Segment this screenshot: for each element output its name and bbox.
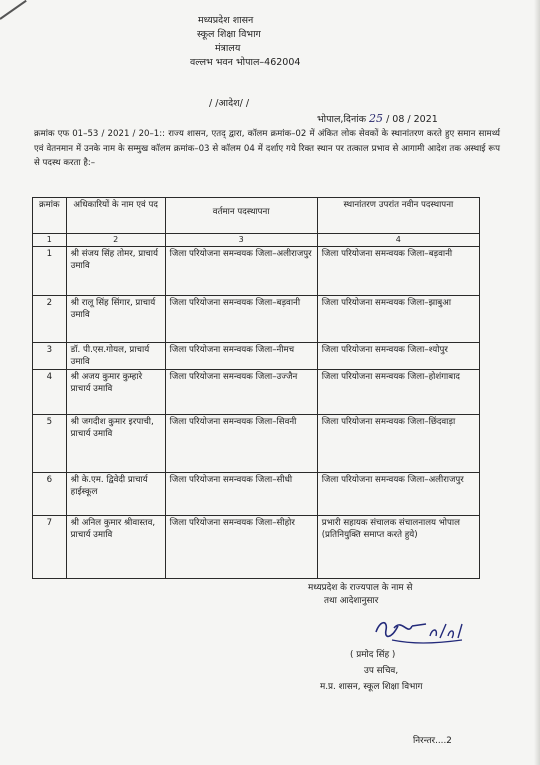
- signatory-designation: उप सचिव,: [364, 666, 399, 676]
- handwritten-signature: [372, 614, 482, 650]
- row-current-posting: जिला परियोजना समन्वयक जिला–सिवनी: [165, 415, 317, 473]
- header-department: स्कूल शिक्षा विभाग: [197, 29, 261, 40]
- row-officer-name: श्री के.एम. द्विवेदी प्राचार्य हाईस्कूल: [66, 473, 165, 516]
- order-body-text: क्रमांक एफ 01–53 / 2021 / 20–1:: राज्य शासन, एतद् द्वारा, कॉलम क्रमांक–02 में अंकित लोक सेवकों के स्थानांतरण करते हुए समान सामर्थ्य एवं वेतनमान में उनके नाम के सम्मुख कॉलम क्रमांक–03 से कॉलम 04 में दर्शाए गये रिक्त स्थान पर तत्काल प्रभाव से आगामी आदेश तक अस्थाई रूप से पदस्थ करता है:–: [34, 129, 500, 168]
- row-officer-name: डॉ. पी.एस.गोयल, प्राचार्य उमावि: [66, 343, 165, 370]
- handwritten-day: 25: [369, 112, 384, 125]
- row-current-posting: जिला परियोजना समन्वयक जिला–उज्जैन: [165, 370, 317, 415]
- place-date-suffix: / 08 / 2021: [386, 114, 438, 125]
- authority-line: [300, 582, 500, 608]
- place-date-prefix: भोपाल,दिनांक: [317, 114, 366, 125]
- page-edge-shadow: [534, 0, 540, 765]
- letterhead: [160, 14, 320, 70]
- row-sn: 3: [33, 343, 67, 370]
- row-new-posting: जिला परियोजना समन्वयक जिला–बड़वानी: [317, 247, 479, 296]
- row-officer-name: श्री जगदीश कुमार इरपाची, प्राचार्य उमावि: [66, 415, 165, 473]
- row-officer-name: श्री संजय सिंह तोमर, प्राचार्य उमावि: [66, 247, 165, 296]
- row-sn: 1: [33, 247, 67, 296]
- header-new-posting: स्थानांतरण उपरांत नवीन पदस्थापना: [317, 198, 479, 234]
- row-current-posting: जिला परियोजना समन्वयक जिला–सीधी: [165, 473, 317, 516]
- table-row: [33, 415, 480, 473]
- place-date: [317, 112, 438, 125]
- table-row: [33, 473, 480, 516]
- row-sn: 5: [33, 415, 67, 473]
- row-current-posting: जिला परियोजना समन्वयक जिला–सीहोर: [165, 516, 317, 579]
- header-state: मध्यप्रदेश शासन: [198, 15, 254, 26]
- header-ministry: मंत्रालय: [215, 43, 241, 54]
- table-row: [33, 343, 480, 370]
- row-sn: 4: [33, 370, 67, 415]
- header-name: अधिकारियों के नाम एवं पद: [66, 198, 165, 234]
- authority-line-1: मध्यप्रदेश के राज्यपाल के नाम से: [308, 583, 413, 593]
- row-sn: 6: [33, 473, 67, 516]
- row-new-posting: प्रभारी सहायक संचालक संचालनालय भोपाल (प्रतिनियुक्ति समाप्त करते हुये): [317, 516, 479, 579]
- header-sn: क्रमांक: [33, 198, 67, 234]
- row-officer-name: श्री अनिल कुमार श्रीवास्तव, प्राचार्य उमावि: [66, 516, 165, 579]
- order-title: / /आदेश/ /: [209, 98, 250, 109]
- col-number: 4: [317, 234, 479, 247]
- row-new-posting: जिला परियोजना समन्वयक जिला–छिंदवाड़ा: [317, 415, 479, 473]
- table-row: [33, 247, 480, 296]
- col-number: 3: [165, 234, 317, 247]
- continued-note: निरन्तर....2: [413, 736, 452, 746]
- row-sn: 2: [33, 296, 67, 343]
- col-number: 1: [33, 234, 67, 247]
- table-header-row: [33, 198, 480, 234]
- row-current-posting: जिला परियोजना समन्वयक जिला–नीमच: [165, 343, 317, 370]
- table-row: [33, 296, 480, 343]
- row-current-posting: जिला परियोजना समन्वयक जिला–बड़वानी: [165, 296, 317, 343]
- table-row: [33, 516, 480, 579]
- row-sn: 7: [33, 516, 67, 579]
- row-new-posting: जिला परियोजना समन्वयक जिला–होशंगाबाद: [317, 370, 479, 415]
- row-officer-name: श्री रालू सिंह सिंगार, प्राचार्य उमावि: [66, 296, 165, 343]
- row-new-posting: जिला परियोजना समन्वयक जिला–अलीराजपुर: [317, 473, 479, 516]
- col-number: 2: [66, 234, 165, 247]
- row-new-posting: जिला परियोजना समन्वयक जिला–श्योपुर: [317, 343, 479, 370]
- header-current-posting: वर्तमान पदस्थापना: [165, 198, 317, 234]
- signatory-name: ( प्रमोद सिंह ): [350, 650, 396, 660]
- header-address: वल्लभ भवन भोपाल–462004: [190, 57, 301, 68]
- signatory-department: म.प्र. शासन, स्कूल शिक्षा विभाग: [320, 682, 423, 692]
- row-officer-name: श्री अजय कुमार कुम्हारे प्राचार्य उमावि: [66, 370, 165, 415]
- row-new-posting: जिला परियोजना समन्वयक जिला–झाबुआ: [317, 296, 479, 343]
- transfer-table: [32, 197, 480, 579]
- column-number-row: [33, 234, 480, 247]
- row-current-posting: जिला परियोजना समन्वयक जिला–अलीराजपुर: [165, 247, 317, 296]
- table-row: [33, 370, 480, 415]
- authority-line-2: तथा आदेशानुसार: [324, 596, 379, 606]
- scan-corner-mark: [0, 0, 27, 20]
